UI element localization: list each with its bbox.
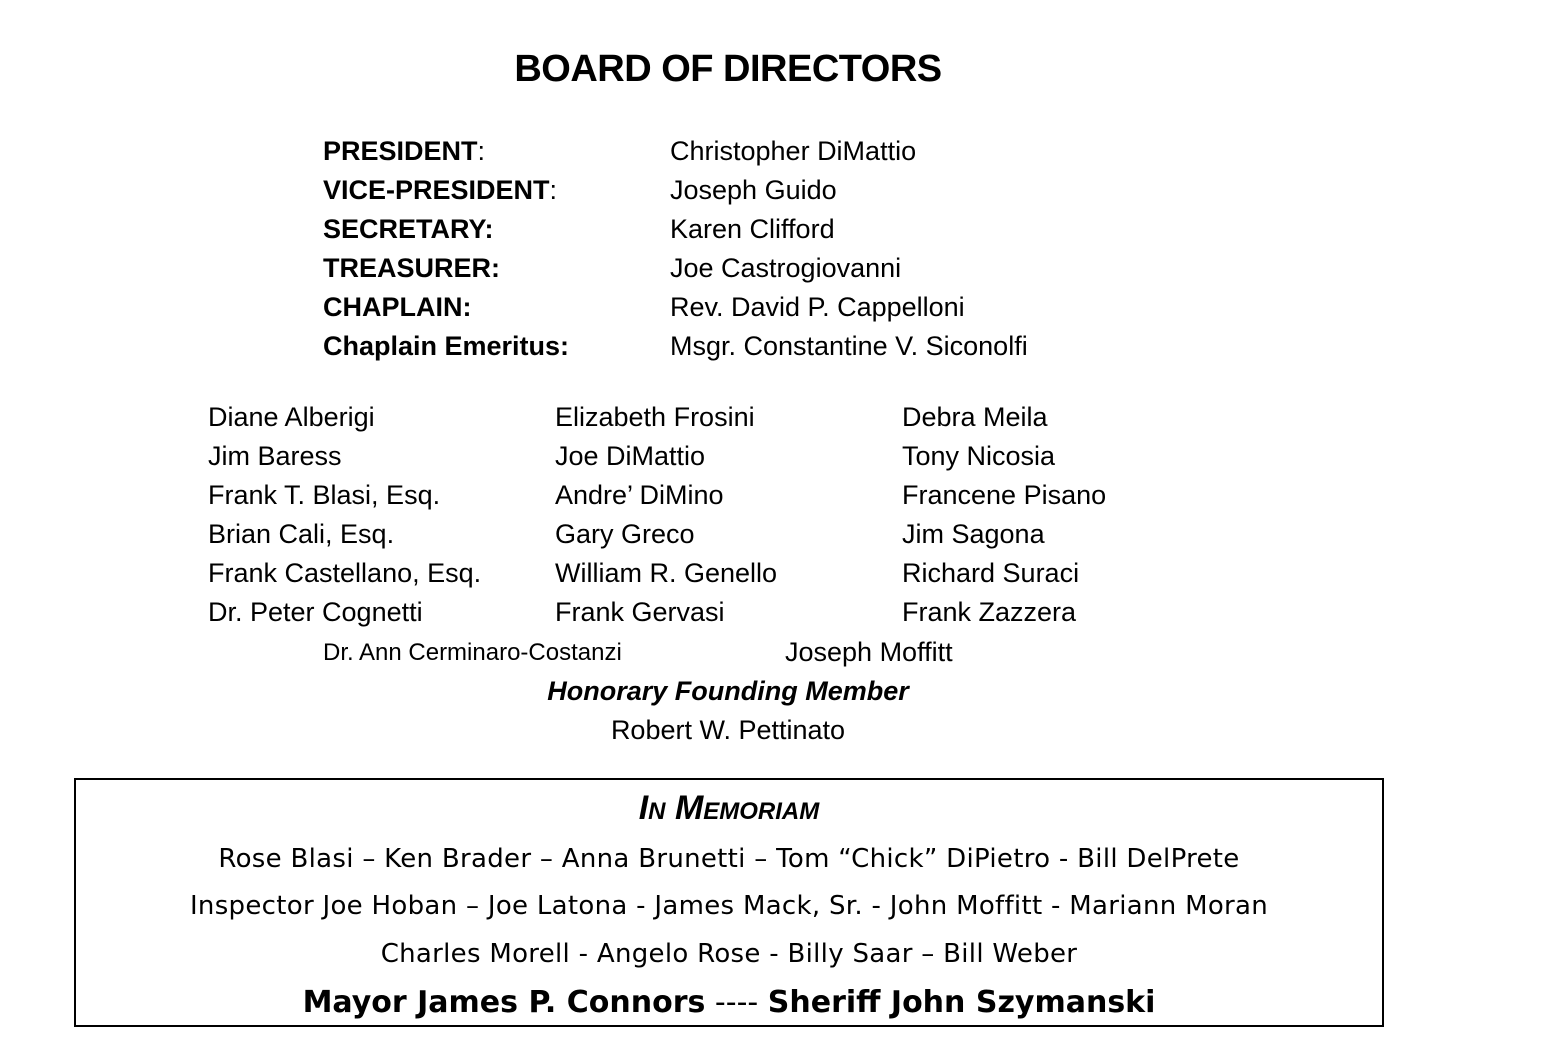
honorary-member-name: Robert W. Pettinato [610,715,846,745]
page-title: BOARD OF DIRECTORS [514,48,942,90]
director-name: Frank Castellano, Esq. [208,558,482,588]
officers-list [323,132,1028,366]
director-name: Frank Gervasi [555,597,725,627]
director-name: Frank T. Blasi, Esq. [208,480,441,510]
officer-role-label: CHAPLAIN: [323,292,472,322]
memoriam-footer-sheriff: Sheriff John Szymanski [767,985,1156,1020]
in-memoriam-box [74,778,1384,1027]
director-name-extra-left: Dr. Ann Cerminaro-Costanzi [323,639,622,666]
director-name: Frank Zazzera [902,597,1077,627]
officer-name: Rev. David P. Cappelloni [670,292,965,322]
officer-row-chaplain [323,288,1028,327]
director-name: Debra Meila [902,402,1048,432]
directors-column-1 [208,398,555,632]
memoriam-footer-separator: ---- [705,985,768,1020]
officer-row-chaplain-emeritus [323,327,1028,366]
director-name: Joe DiMattio [555,441,706,471]
officer-name: Joseph Guido [670,175,837,205]
officer-role-label: VICE-PRESIDENT [323,175,550,205]
officer-name: Joe Castrogiovanni [670,253,902,283]
director-name: Dr. Peter Cognetti [208,597,423,627]
director-name: Andre’ DiMino [555,480,724,510]
officer-role [323,171,670,210]
officer-role-label: SECRETARY: [323,214,494,244]
officer-row-vice-president [323,171,1028,210]
officer-role-label: TREASURER: [323,253,501,283]
director-name: Richard Suraci [902,558,1080,588]
officer-role-label: PRESIDENT [323,136,478,166]
director-name: Gary Greco [555,519,695,549]
director-name: Elizabeth Frosini [555,402,755,432]
officer-role-label: Chaplain Emeritus: [323,331,570,361]
officer-role [323,132,670,171]
memoriam-names-line: Inspector Joe Hoban – Joe Latona - James Mack, Sr. - John Moffitt - Mariann Moran [189,891,1269,921]
honorary-member-heading: Honorary Founding Member [547,676,909,706]
officer-name: Msgr. Constantine V. Siconolfi [670,331,1028,361]
director-name: Jim Sagona [902,519,1045,549]
director-name: Francene Pisano [902,480,1107,510]
memoriam-names-line: Charles Morell - Angelo Rose - Billy Saar – Bill Weber [380,939,1078,969]
director-name: Tony Nicosia [902,441,1056,471]
officer-role [323,210,670,249]
director-name: William R. Genello [555,558,778,588]
officer-name: Christopher DiMattio [670,136,917,166]
director-name: Jim Baress [208,441,342,471]
officer-role-colon: : [477,136,486,166]
in-memoriam-heading: In Memoriam [638,789,820,827]
directors-column-2 [555,398,902,632]
officer-role-colon: : [549,175,558,205]
memoriam-footer-line [76,984,1382,1022]
officer-role [323,288,670,327]
officer-name: Karen Clifford [670,214,835,244]
officer-row-treasurer [323,249,1028,288]
director-name-extra-right: Joseph Moffitt [785,637,953,667]
directors-column-3 [902,398,1249,632]
officer-role [323,327,670,366]
memoriam-footer-mayor: Mayor James P. Connors [302,985,706,1020]
officer-row-president [323,132,1028,171]
director-name: Brian Cali, Esq. [208,519,395,549]
officer-row-secretary [323,210,1028,249]
memoriam-names-line: Rose Blasi – Ken Brader – Anna Brunetti – Tom “Chick” DiPietro - Bill DelPrete [218,844,1240,874]
director-name: Diane Alberigi [208,402,375,432]
directors-grid [208,398,1249,632]
officer-role [323,249,670,288]
